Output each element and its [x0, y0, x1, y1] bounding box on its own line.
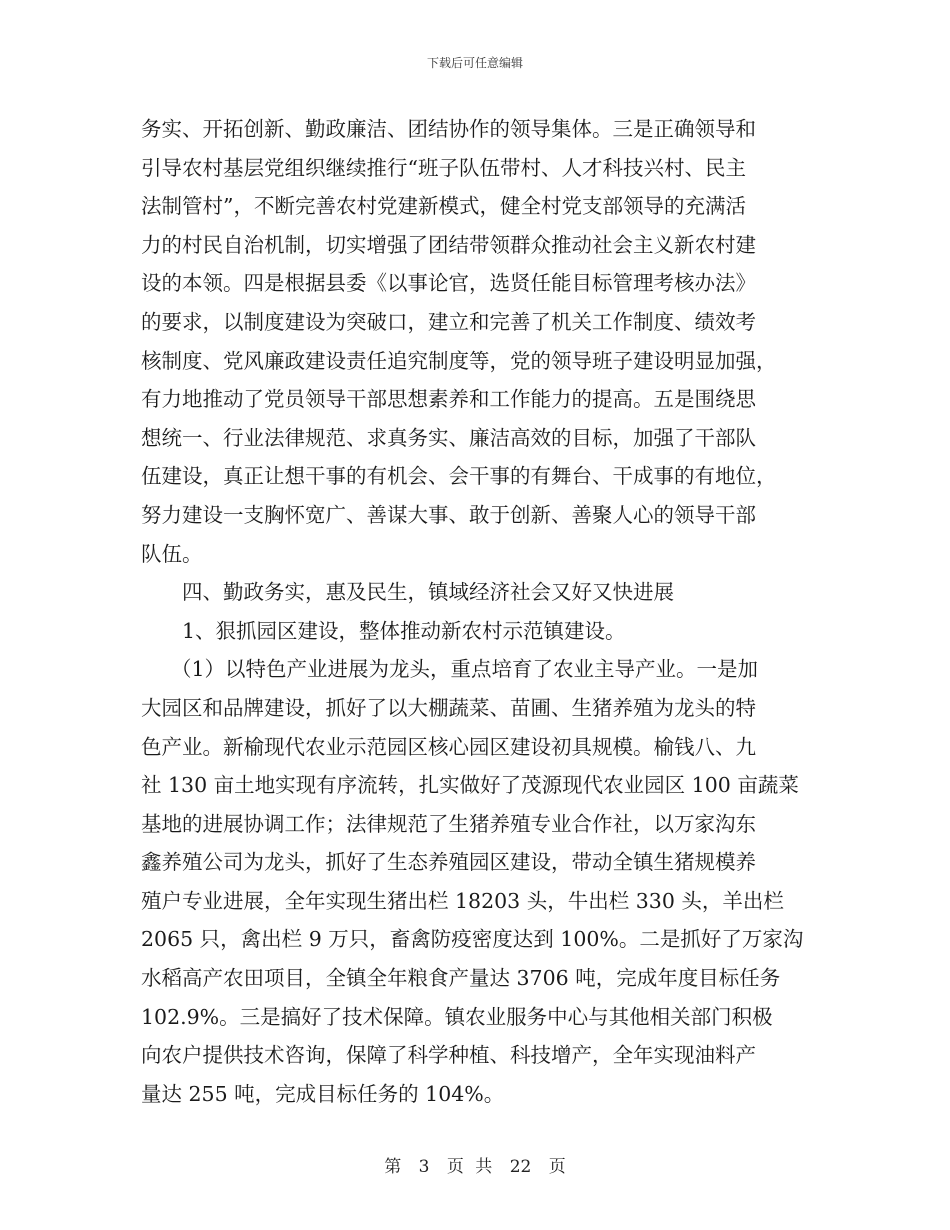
- page-footer: [0, 1152, 950, 1177]
- subsection-heading: 1、狠抓园区建设，整体推动新农村示范镇建设。: [182, 618, 626, 643]
- text-line: 想统一、行业法律规范、求真务实、廉洁高效的目标，加强了干部队: [141, 425, 756, 450]
- footer-mid: 页 共: [446, 1157, 493, 1177]
- text-line: 核制度、党风廉政建设责任追究制度等，党的领导班子建设明显加强，: [141, 348, 777, 373]
- footer-prefix: 第: [384, 1157, 402, 1177]
- text-line: 有力地推动了党员领导干部思想素养和工作能力的提高。五是围绕思: [141, 387, 756, 412]
- section-heading: 四、勤政务实，惠及民生，镇域经济社会又好又快进展: [182, 580, 674, 605]
- text-line: 伍建设，真正让想干事的有机会、会干事的有舞台、干成事的有地位，: [141, 464, 777, 489]
- text-line: 队伍。: [141, 541, 203, 566]
- text-line: 引导农村基层党组织继续推行“班子队伍带村、人才科技兴村、民主: [141, 155, 746, 180]
- text-line: 102.9%。三是搞好了技术保障。镇农业服务中心与其他相关部门积极: [141, 1004, 773, 1029]
- text-line: 力的村民自治机制，切实增强了团结带领群众推动社会主义新农村建: [141, 232, 756, 257]
- text-line: 务实、开拓创新、勤政廉洁、团结协作的领导集体。三是正确领导和: [141, 117, 756, 141]
- text-line: 殖户专业进展，全年实现生猪出栏 18203 头，牛出栏 330 头，羊出栏: [141, 888, 784, 913]
- text-line: 2065 只，禽出栏 9 万只，畜禽防疫密度达到 100%。二是抓好了万家沟: [141, 927, 804, 952]
- page-header: 下载后可任意编辑: [426, 56, 523, 70]
- text-line: 努力建设一支胸怀宽广、善谋大事、敢于创新、善聚人心的领导干部: [141, 502, 756, 527]
- text-line: 色产业。新榆现代农业示范园区核心园区建设初具规模。榆钱八、九: [141, 734, 756, 759]
- text-line: 鑫养殖公司为龙头，抓好了生态养殖园区建设，带动全镇生猪规模养: [141, 850, 756, 875]
- text-line: 水稻高产农田项目，全镇全年粮食产量达 3706 吨，完成年度目标任务: [141, 966, 781, 991]
- text-line: 设的本领。四是根据县委《以事论官，选贤任能目标管理考核办法》: [141, 271, 756, 296]
- document-body: [141, 110, 809, 1113]
- footer-suffix: 页: [548, 1157, 566, 1177]
- text-line: （1）以特色产业进展为龙头，重点培育了农业主导产业。一是加: [171, 657, 759, 682]
- page-total: 22: [509, 1157, 532, 1177]
- text-line: 大园区和品牌建设，抓好了以大棚蔬菜、苗圃、生猪养殖为龙头的特: [141, 695, 756, 720]
- text-line: 向农户提供技术咨询，保障了科学种植、科技增产，全年实现油料产: [141, 1043, 756, 1068]
- text-line: 基地的进展协调工作；法律规范了生猪养殖专业合作社，以万家沟东: [141, 811, 756, 836]
- text-line: 社 130 亩土地实现有序流转，扎实做好了茂源现代农业园区 100 亩蔬菜: [141, 773, 799, 798]
- text-line: 量达 255 吨，完成目标任务的 104%。: [141, 1081, 505, 1106]
- page-number: 3: [418, 1157, 430, 1177]
- text-line: 法制管村”，不断完善农村党建新模式，健全村党支部领导的充满活: [141, 194, 746, 219]
- text-line: 的要求，以制度建设为突破口，建立和完善了机关工作制度、绩效考: [141, 309, 756, 334]
